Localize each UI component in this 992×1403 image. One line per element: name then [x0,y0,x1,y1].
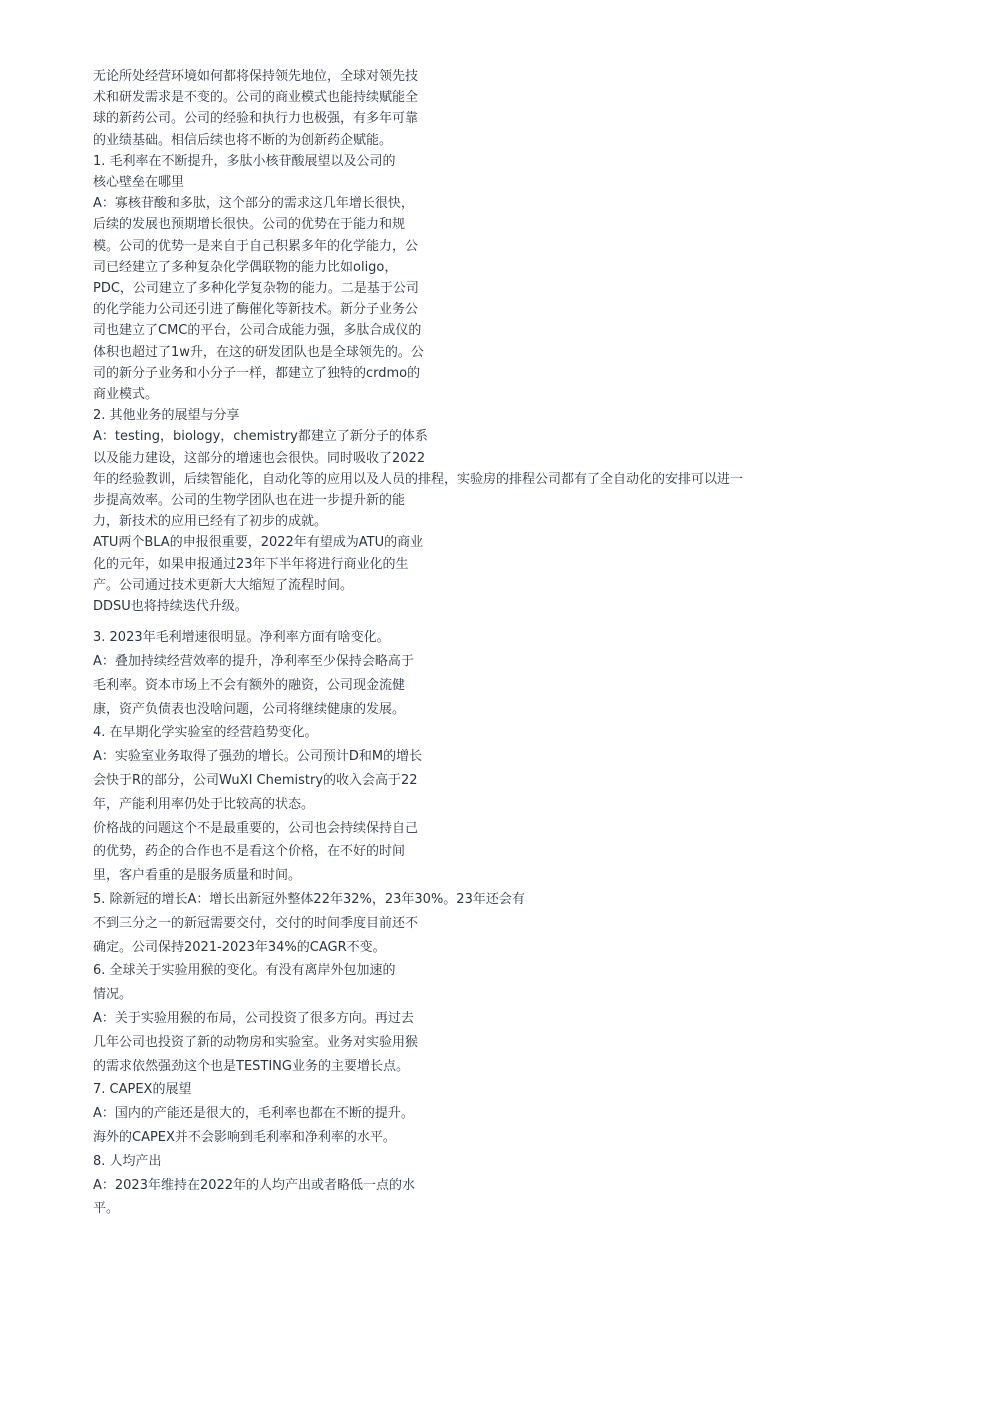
text-line: 以及能力建设，这部分的增速也会很快。同时吸收了2022 [93,450,426,466]
answer-line: A：实验室业务取得了强劲的增长。公司预计D和M的增长 [93,749,423,765]
text-line: 术和研发需求是不变的。公司的商业模式也能持续赋能全 [93,90,419,106]
question-line: 情况。 [93,987,133,1003]
text-line: 的优势，药企的合作也不是看这个价格，在不好的时间 [93,844,406,860]
text-line: 康，资产负债表也没啥问题，公司将继续健康的发展。 [93,701,406,717]
question-line: 5. 除新冠的增长A：增长出新冠外整体22年32%，23年30%。23年还会有 [93,892,525,908]
text-line: 的业绩基础。相信后续也将不断的为创新药企赋能。 [93,132,393,148]
text-line: 不到三分之一的新冠需要交付，交付的时间季度目前还不 [93,915,419,931]
text-line: 司也建立了CMC的平台，公司合成能力强，多肽合成仪的 [93,323,422,339]
document-body [93,66,953,1221]
text-line: 毛利率。资本市场上不会有额外的融资，公司现金流健 [93,677,406,693]
paragraph-gap [93,617,953,626]
text-line: 里，客户看重的是服务质量和时间。 [93,868,302,884]
text-line: 球的新药公司。公司的经验和执行力也极强，有多年可靠 [93,111,419,127]
text-line: 化的元年，如果申报通过23年下半年将进行商业化的生 [93,556,409,572]
text-line: 的需求依然强劲这个也是TESTING业务的主要增长点。 [93,1058,409,1074]
paragraph-block-2 [93,626,953,1221]
question-line: 3. 2023年毛利增速很明显。净利率方面有啥变化。 [93,630,390,646]
text-line: 价格战的问题这个不是最重要的，公司也会持续保持自己 [93,820,419,836]
question-line: 1. 毛利率在不断提升，多肽小核苷酸展望以及公司的 [93,153,396,169]
text-line: 商业模式。 [93,387,159,403]
text-line: PDC，公司建立了多种化学复杂物的能力。二是基于公司 [93,281,419,297]
text-line: 的化学能力公司还引进了酶催化等新技术。新分子业务公 [93,302,419,318]
answer-line: A：关于实验用猴的布局，公司投资了很多方向。再过去 [93,1011,414,1027]
question-line: 4. 在早期化学实验室的经营趋势变化。 [93,725,318,741]
answer-line: A：国内的产能还是很大的，毛利率也都在不断的提升。 [93,1106,414,1122]
text-line: 力，新技术的应用已经有了初步的成就。 [93,514,328,530]
text-line: 年的经验教训，后续智能化，自动化等的应用以及人员的排程，实验房的排程公司都有了全自动化的安排可以进一 [93,471,744,487]
question-line: 核心壁垒在哪里 [93,175,185,191]
text-line: 会快于R的部分，公司WuXI Chemistry的收入会高于22 [93,773,418,789]
text-line: 产。公司通过技术更新大大缩短了流程时间。 [93,577,354,593]
text-line: 模。公司的优势一是来自于自己积累多年的化学能力，公 [93,238,419,254]
answer-line: A：叠加持续经营效率的提升，净利率至少保持会略高于 [93,654,414,670]
text-line: ATU两个BLA的申报很重要，2022年有望成为ATU的商业 [93,535,424,551]
text-line: 平。 [93,1201,120,1217]
question-line: 2. 其他业务的展望与分享 [93,408,240,424]
answer-line: A：寡核苷酸和多肽，这个部分的需求这几年增长很快， [93,196,414,212]
text-line: 司的新分子业务和小分子一样，都建立了独特的crdmo的 [93,365,421,381]
text-line: 几年公司也投资了新的动物房和实验室。业务对实验用猴 [93,1034,419,1050]
text-line: 司已经建立了多种复杂化学偶联物的能力比如oligo， [93,259,398,275]
text-line: 海外的CAPEX并不会影响到毛利率和净利率的水平。 [93,1130,396,1146]
text-line: 确定。公司保持2021-2023年34%的CAGR不变。 [93,939,386,955]
text-line: 无论所处经营环境如何都将保持领先地位，全球对领先技 [93,69,419,84]
text-line: 体积也超过了1w升，在这的研发团队也是全球领先的。公 [93,344,424,360]
question-line: 7. CAPEX的展望 [93,1082,192,1098]
text-line: DDSU也将持续迭代升级。 [93,599,248,615]
answer-line: A：2023年维持在2022年的人均产出或者略低一点的水 [93,1177,416,1193]
text-line: 年，产能利用率仍处于比较高的状态。 [93,796,315,812]
paragraph-block-1 [93,66,953,617]
text-line: 步提高效率。公司的生物学团队也在进一步提升新的能 [93,493,406,509]
answer-line: A：testing，biology，chemistry都建立了新分子的体系 [93,429,428,445]
text-line: 后续的发展也预期增长很快。公司的优势在于能力和规 [93,217,406,233]
question-line: 8. 人均产出 [93,1153,162,1169]
question-line: 6. 全球关于实验用猴的变化。有没有离岸外包加速的 [93,963,396,979]
